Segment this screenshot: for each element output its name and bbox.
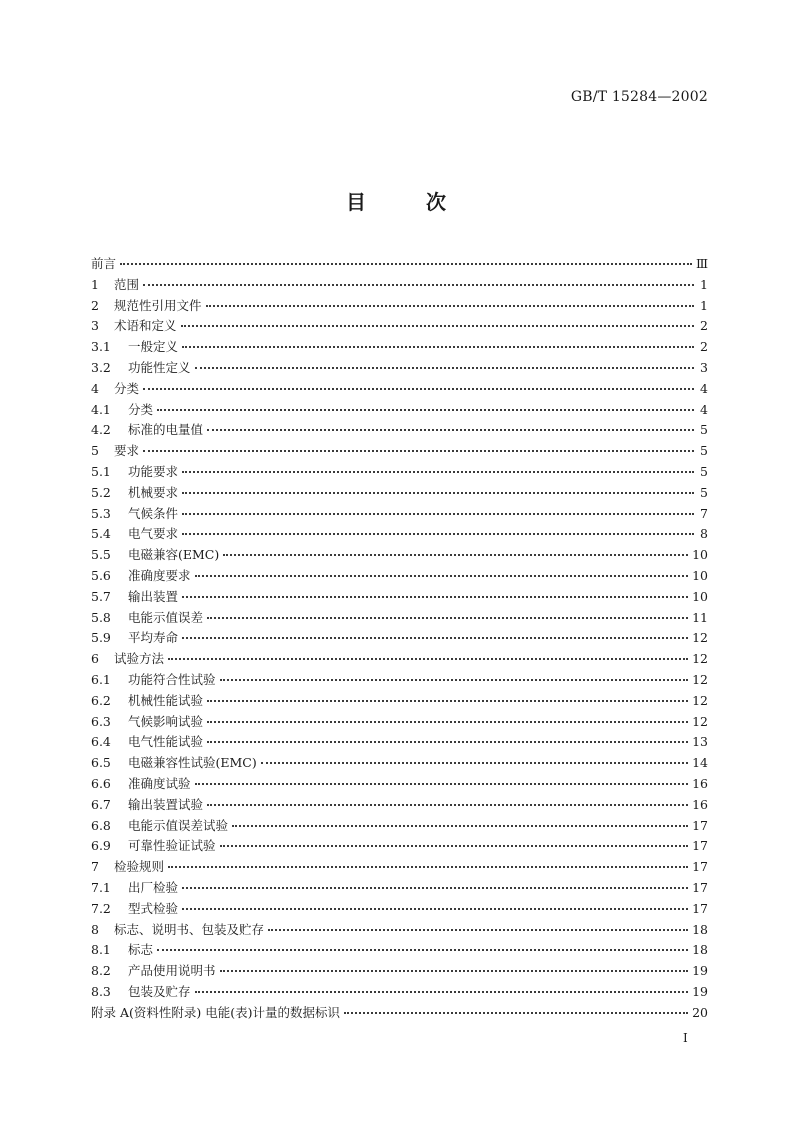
toc-entry-page: 1 <box>700 297 708 313</box>
page-title <box>0 186 794 215</box>
toc-entry-page: Ⅲ <box>695 256 708 271</box>
toc-dot-leader <box>182 875 688 889</box>
toc-entry-page: 12 <box>692 671 708 687</box>
toc-entry-page: 14 <box>692 755 708 771</box>
toc-entry-number: 6.1 <box>91 671 111 687</box>
toc-entry-label: 包装及贮存 <box>128 983 191 999</box>
toc-entry-page: 2 <box>700 339 708 355</box>
toc-entry-number: 5.4 <box>91 526 111 542</box>
toc-entry-page: 4 <box>700 380 708 396</box>
toc-entry-number: 5.7 <box>91 588 111 604</box>
toc-entry-number: 5.3 <box>91 505 111 521</box>
toc-dot-leader <box>206 293 694 307</box>
toc-dot-leader <box>261 750 688 764</box>
toc-entry-number: 3.1 <box>91 339 111 355</box>
toc-entry-page: 17 <box>692 900 708 916</box>
toc-entry-label: 功能符合性试验 <box>128 671 216 687</box>
toc-entry-page: 2 <box>700 318 708 334</box>
toc-entry-page: 10 <box>692 547 708 563</box>
toc-entry-page: 17 <box>692 859 708 875</box>
toc-dot-leader <box>223 542 688 556</box>
toc-dot-leader <box>182 480 694 494</box>
toc-entry-label: 气候条件 <box>128 505 179 521</box>
toc-entry-number: 4 <box>91 380 99 396</box>
toc-entry-label: 分类 <box>114 380 140 396</box>
toc-entry-number: 8.3 <box>91 983 111 999</box>
toc-entry-number: 7.1 <box>91 879 111 895</box>
toc-dot-leader <box>182 625 688 639</box>
toc-dot-leader <box>268 917 688 931</box>
toc-dot-leader <box>195 979 689 993</box>
toc-entry-label: 范围 <box>114 276 140 292</box>
toc-dot-leader <box>195 355 694 369</box>
toc-entry-number: 5.8 <box>91 609 111 625</box>
toc-entry-label: 电能示值误差 <box>128 609 204 625</box>
toc-entry-label: 术语和定义 <box>114 318 177 334</box>
toc-entry-label: 气候影响试验 <box>128 713 204 729</box>
toc-entry-number: 6.9 <box>91 838 111 854</box>
toc-entry-page: 19 <box>692 963 708 979</box>
toc-dot-leader <box>157 937 688 951</box>
toc-entry-page: 12 <box>692 630 708 646</box>
toc-entry-page: 20 <box>692 1004 708 1020</box>
toc-entry-label: 机械性能试验 <box>128 692 204 708</box>
toc-dot-leader <box>220 958 689 972</box>
toc-entry-page: 5 <box>700 443 708 459</box>
toc-entry-number: 6 <box>91 651 99 667</box>
toc-entry-label: 标准的电量值 <box>128 422 204 438</box>
toc-entry-page: 18 <box>692 942 708 958</box>
toc-entry-page: 12 <box>692 651 708 667</box>
toc-entry-number: 6.8 <box>91 817 111 833</box>
toc-entry-label: 要求 <box>114 443 140 459</box>
toc-entry-label: 电磁兼容性试验(EMC) <box>128 755 257 771</box>
toc-dot-leader <box>207 688 688 702</box>
toc-dot-leader <box>207 729 688 743</box>
page-number: I <box>683 1031 688 1045</box>
toc-entry-label: 电能示值误差试验 <box>128 817 229 833</box>
toc-dot-leader <box>182 584 688 598</box>
toc-dot-leader <box>182 896 688 910</box>
toc-dot-leader <box>157 397 694 411</box>
toc-entry-page: 5 <box>700 484 708 500</box>
toc-entry-number: 6.6 <box>91 775 111 791</box>
toc-dot-leader <box>120 251 692 265</box>
toc-entry[interactable] <box>91 1003 708 1024</box>
toc-entry-label: 机械要求 <box>128 484 179 500</box>
toc-entry-page: 3 <box>700 359 708 375</box>
toc-entry-label: 电磁兼容(EMC) <box>128 547 220 563</box>
toc-dot-leader <box>182 501 694 515</box>
toc-entry-page: 13 <box>692 734 708 750</box>
toc-entry-label: 电气要求 <box>128 526 179 542</box>
toc-entry-page: 18 <box>692 921 708 937</box>
toc-dot-leader <box>182 334 694 348</box>
toc-entry-page: 1 <box>700 276 708 292</box>
toc-entry-number: 3.2 <box>91 359 111 375</box>
toc-dot-leader <box>143 272 694 286</box>
table-of-contents <box>91 254 708 1023</box>
toc-dot-leader <box>143 438 694 452</box>
toc-dot-leader <box>207 792 688 806</box>
toc-entry-label: 标志、说明书、包装及贮存 <box>114 921 265 937</box>
toc-entry-label: 出厂检验 <box>128 879 179 895</box>
toc-entry-label: 附录 A(资料性附录) 电能(表)计量的数据标识 <box>91 1004 340 1020</box>
toc-entry-label: 准确度试验 <box>128 775 191 791</box>
toc-entry-number: 8.2 <box>91 963 111 979</box>
toc-entry-number: 3 <box>91 318 99 334</box>
toc-entry-label: 产品使用说明书 <box>128 963 216 979</box>
toc-entry-label: 前言 <box>91 256 117 271</box>
standard-code: GB/T 15284—2002 <box>570 89 708 105</box>
toc-entry-label: 功能要求 <box>128 463 179 479</box>
toc-entry-label: 输出装置 <box>128 588 179 604</box>
toc-dot-leader <box>220 833 689 847</box>
toc-dot-leader <box>207 709 688 723</box>
toc-dot-leader <box>232 813 688 827</box>
toc-entry-page: 12 <box>692 692 708 708</box>
toc-entry-label: 型式检验 <box>128 900 179 916</box>
toc-dot-leader <box>344 1000 688 1014</box>
toc-entry-label: 试验方法 <box>114 651 165 667</box>
toc-entry-page: 7 <box>700 505 708 521</box>
title-char-1: 目 <box>346 190 368 214</box>
toc-entry-page: 5 <box>700 463 708 479</box>
toc-entry-page: 8 <box>700 526 708 542</box>
toc-entry-label: 输出装置试验 <box>128 796 204 812</box>
toc-entry-number: 5.2 <box>91 484 111 500</box>
toc-entry-number: 6.5 <box>91 755 111 771</box>
toc-entry-page: 16 <box>692 796 708 812</box>
toc-entry-page: 10 <box>692 588 708 604</box>
toc-entry-number: 1 <box>91 276 99 292</box>
toc-dot-leader <box>181 313 694 327</box>
toc-entry-number: 2 <box>91 297 99 313</box>
toc-entry-page: 4 <box>700 401 708 417</box>
toc-entry-page: 17 <box>692 838 708 854</box>
toc-entry-page: 19 <box>692 983 708 999</box>
toc-entry-number: 5.1 <box>91 463 111 479</box>
toc-entry-page: 5 <box>700 422 708 438</box>
toc-entry-number: 5.9 <box>91 630 111 646</box>
toc-entry-number: 5 <box>91 443 99 459</box>
toc-dot-leader <box>168 854 688 868</box>
toc-entry-number: 4.1 <box>91 401 111 417</box>
toc-dot-leader <box>220 667 689 681</box>
toc-entry-number: 7.2 <box>91 900 111 916</box>
toc-entry-label: 一般定义 <box>128 339 179 355</box>
toc-entry-label: 可靠性验证试验 <box>128 838 216 854</box>
toc-dot-leader <box>195 563 689 577</box>
toc-dot-leader <box>195 771 689 785</box>
toc-entry-number: 7 <box>91 859 99 875</box>
toc-entry-page: 12 <box>692 713 708 729</box>
toc-entry-number: 8.1 <box>91 942 111 958</box>
toc-entry-page: 11 <box>692 609 708 625</box>
toc-entry-page: 16 <box>692 775 708 791</box>
toc-entry-page: 17 <box>692 817 708 833</box>
toc-entry-label: 规范性引用文件 <box>114 297 202 313</box>
toc-dot-leader <box>182 459 694 473</box>
toc-entry-label: 电气性能试验 <box>128 734 204 750</box>
toc-dot-leader <box>207 605 688 619</box>
toc-dot-leader <box>182 521 694 535</box>
toc-entry-number: 8 <box>91 921 99 937</box>
toc-entry-label: 功能性定义 <box>128 359 191 375</box>
toc-entry-label: 分类 <box>128 401 154 417</box>
toc-entry-number: 4.2 <box>91 422 111 438</box>
title-char-2: 次 <box>426 190 448 214</box>
toc-entry-label: 检验规则 <box>114 859 165 875</box>
toc-entry-page: 17 <box>692 879 708 895</box>
toc-dot-leader <box>168 646 688 660</box>
toc-entry-number: 5.6 <box>91 567 111 583</box>
toc-dot-leader <box>143 376 694 390</box>
toc-entry-label: 平均寿命 <box>128 630 179 646</box>
toc-entry-number: 6.7 <box>91 796 111 812</box>
toc-entry-label: 准确度要求 <box>128 567 191 583</box>
toc-entry-page: 10 <box>692 567 708 583</box>
toc-entry-number: 6.4 <box>91 734 111 750</box>
toc-entry-label: 标志 <box>128 942 154 958</box>
toc-dot-leader <box>207 417 694 431</box>
toc-entry-number: 6.2 <box>91 692 111 708</box>
toc-entry-number: 5.5 <box>91 547 111 563</box>
toc-entry-number: 6.3 <box>91 713 111 729</box>
